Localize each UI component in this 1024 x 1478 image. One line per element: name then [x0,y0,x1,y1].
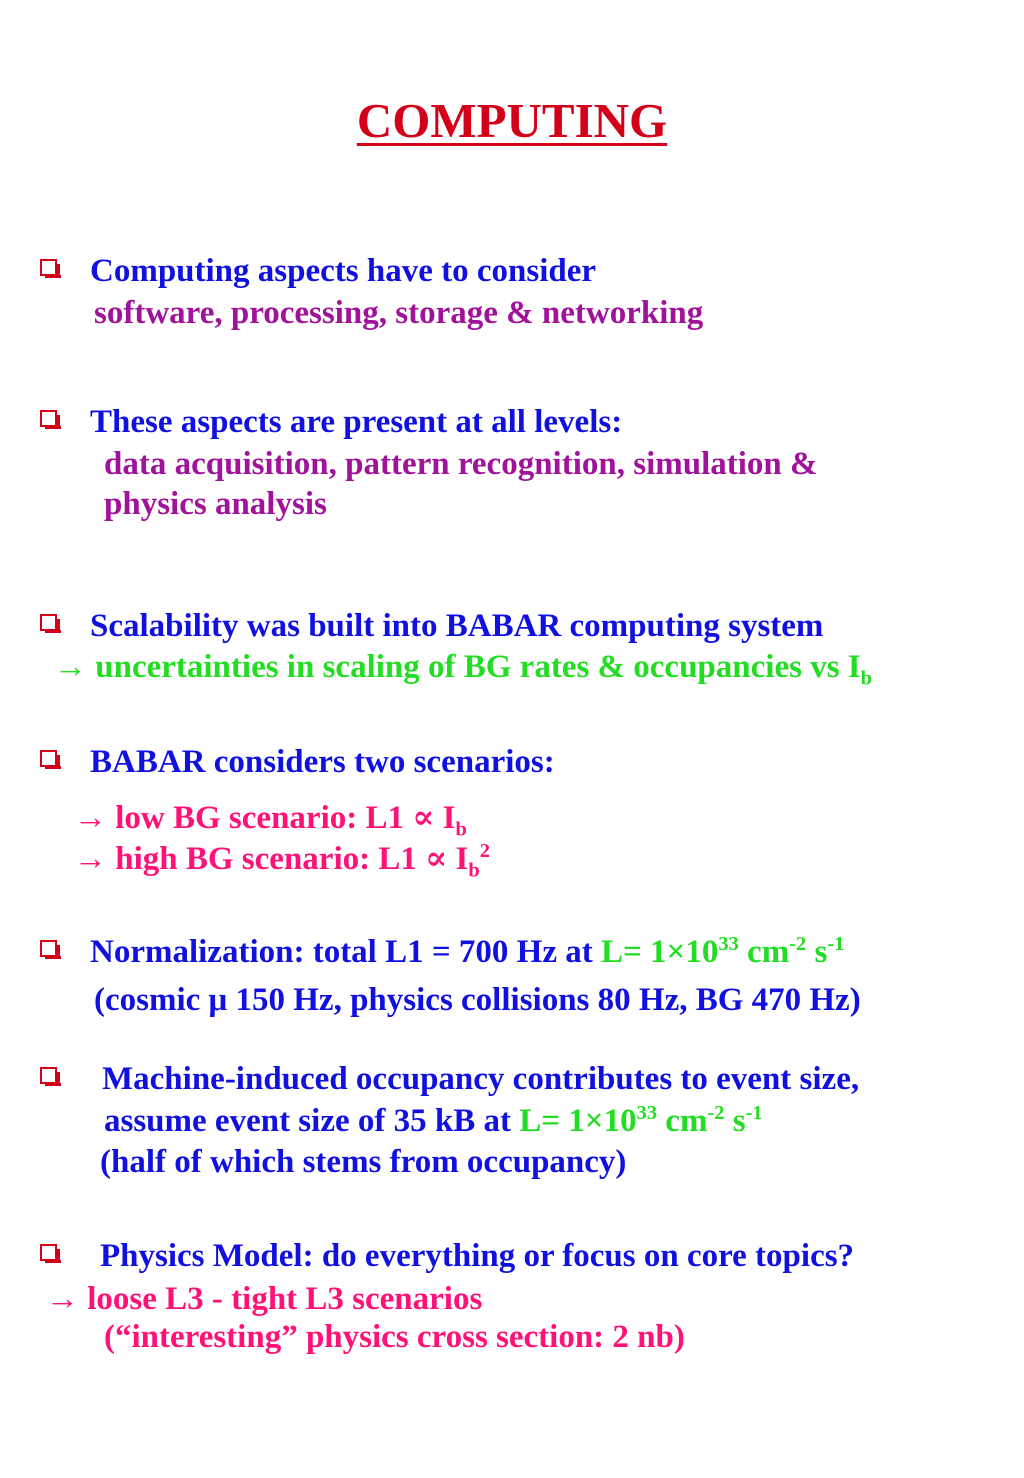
arrow-icon: → [74,800,107,836]
arrow-icon: → [74,841,107,877]
bullet-heading: These aspects are present at all levels: [90,404,623,440]
bullet-checkbox-icon [40,614,57,631]
bullet-detail: → uncertainties in scaling of BG rates & occupancies vs $I_b$ [54,649,873,690]
luminosity-value: $L= 1\times 10^{33}$ $cm^{-2}$ $s^{-1}$ [519,1102,763,1139]
bullet-detail: data acquisition, pattern recognition, simulation & [104,446,818,482]
bullet-checkbox-icon [40,410,57,427]
arrow-icon: → [46,1281,79,1317]
bullet-heading: Machine-induced occupancy contributes to event size, [102,1061,860,1097]
arrow-icon: → [54,649,87,685]
bullet-detail: (half of which stems from occupancy) [100,1144,627,1180]
bullet-checkbox-icon [40,259,57,276]
times-icon: × [666,934,686,970]
proportional-icon: ∝ [412,800,435,836]
bullet-heading: Normalization: total L1 = 700 Hz at $L= 1\times 10^{33}$ $cm^{-2}$ $s^{-1}$ [90,933,845,970]
bullet-heading: Scalability was built into BABAR computing system [90,608,824,644]
bullet-checkbox-icon [40,1244,57,1261]
scenario-low: → low BG scenario: $L1 \propto I_b$ [74,800,467,841]
bullet-detail: physics analysis [104,486,327,522]
bullet-detail: → loose L3 - tight L3 scenarios [46,1281,483,1317]
times-icon: × [584,1103,604,1139]
scenario-high: → high BG scenario: $L1 \propto I_b^2$ [74,840,490,882]
mu-icon: μ [208,982,228,1018]
bullet-detail: assume event size of 35 kB at $L= 1\times 10^{33}$ $cm^{-2}$ $s^{-1}$ [104,1102,763,1139]
bullet-detail: software, processing, storage & networking [94,295,704,331]
bullet-detail: (“interesting” physics cross section: 2 nb) [104,1319,685,1355]
bullet-heading: BABAR considers two scenarios: [90,744,555,780]
bullet-heading: Computing aspects have to consider [90,253,597,289]
luminosity-value: $L= 1\times 10^{33}$ $cm^{-2}$ $s^{-1}$ [600,933,845,970]
bullet-detail: (cosmic μ 150 Hz, physics collisions 80 Hz, BG 470 Hz) [94,982,861,1018]
bullet-checkbox-icon [40,940,57,957]
bullet-heading: Physics Model: do everything or focus on core topics? [100,1238,855,1274]
bullet-checkbox-icon [40,1067,57,1084]
page-title: COMPUTING [356,93,668,148]
proportional-icon: ∝ [425,841,448,877]
bullet-checkbox-icon [40,750,57,767]
